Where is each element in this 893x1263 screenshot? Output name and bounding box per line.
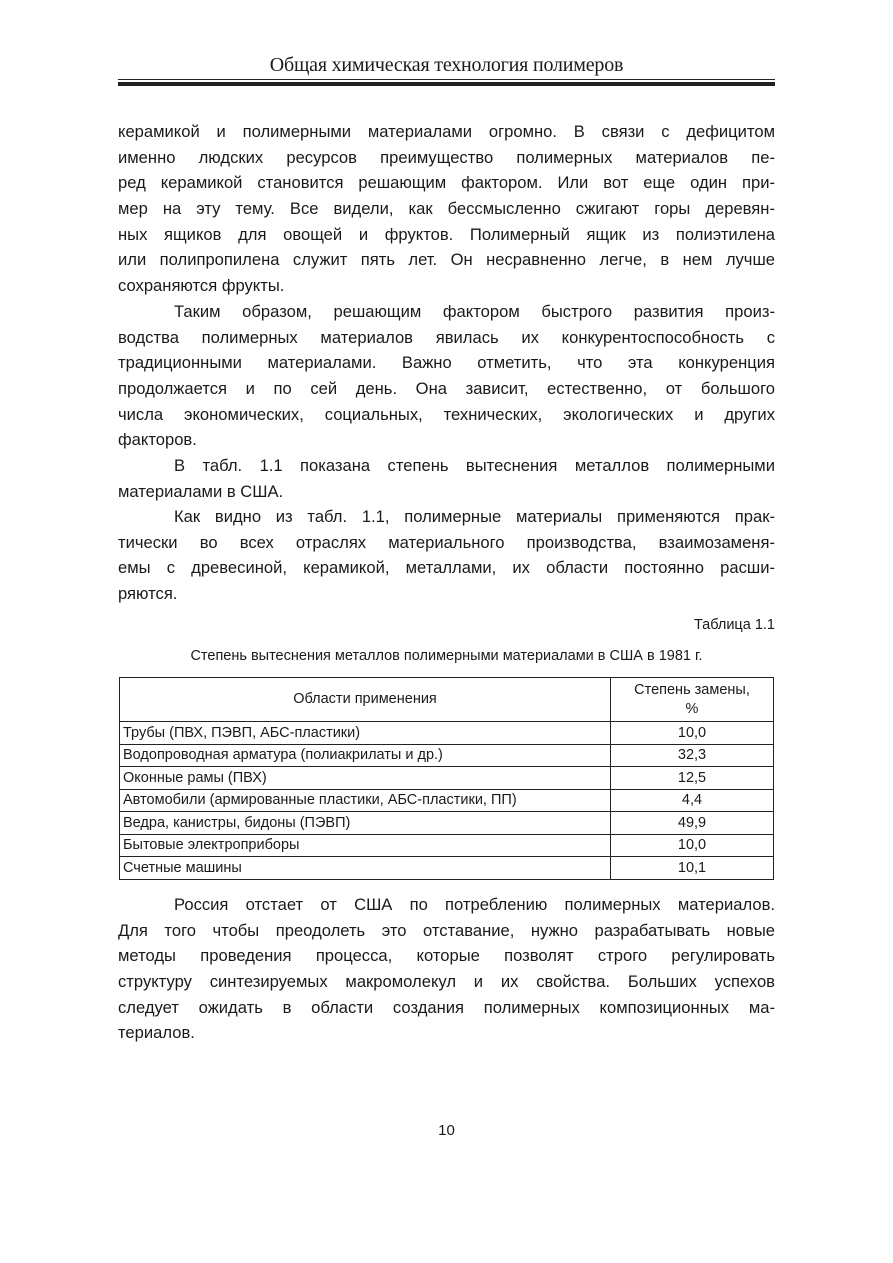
table-row: [120, 789, 774, 812]
table-row: [120, 722, 774, 745]
text-line: Для того чтобы преодолеть это отставание, нужно разрабатывать новые: [118, 920, 775, 940]
text-line: териалов.: [118, 1023, 195, 1043]
header-area: Области применения: [120, 678, 611, 722]
text-line: Таким образом, решающим фактором быстрого развития произ-: [174, 302, 775, 321]
text-line: именно людских ресурсов преимущество полимерных материалов пе-: [118, 147, 775, 167]
table-row: [120, 834, 774, 857]
paragraph-3: [118, 453, 775, 504]
text-line: Как видно из табл. 1.1, полимерные материалы применяются прак-: [174, 507, 775, 526]
table-row: [120, 744, 774, 767]
paragraph-5: [118, 892, 775, 1046]
text-line: факторов.: [118, 430, 197, 450]
data-table: [119, 677, 774, 880]
text-line: ряются.: [118, 584, 178, 604]
cell-percent: 10,1: [611, 857, 774, 880]
text-line: сохраняются фрукты.: [118, 276, 285, 296]
cell-area: Счетные машины: [120, 857, 611, 880]
text-line: материалами в США.: [118, 481, 284, 501]
text-line: ред керамикой становится решающим фактором. Или вот еще один при-: [118, 173, 775, 193]
cell-percent: 49,9: [611, 812, 774, 835]
cell-percent: 12,5: [611, 767, 774, 790]
table-header-row: [120, 678, 774, 722]
header-rule-thin: [118, 79, 775, 80]
text-line: керамикой и полимерными материалами огромно. В связи с дефицитом: [118, 122, 775, 141]
cell-area: Водопроводная арматура (полиакрилаты и др.): [120, 744, 611, 767]
cell-percent: 10,0: [611, 722, 774, 745]
text-line: В табл. 1.1 показана степень вытеснения металлов полимерными: [174, 456, 775, 475]
text-line: структуру синтезируемых макромолекул и их свойства. Больших успехов: [118, 972, 775, 992]
table-row: [120, 857, 774, 880]
text-line: ных ящиков для овощей и фруктов. Полимерный ящик из полиэтилена: [118, 224, 775, 244]
text-line: или полипропилена служит пять лет. Он несравненно легче, в нем лучше: [118, 250, 775, 270]
text-line: емы с древесиной, керамикой, металлами, их области постоянно расши-: [118, 558, 775, 578]
text-line: числа экономических, социальных, технических, экологических и других: [118, 404, 775, 424]
table-caption: Степень вытеснения металлов полимерными материалами в США в 1981 г.: [190, 648, 703, 664]
text-line: мер на эту тему. Все видели, как бессмысленно сжигают горы деревян-: [118, 199, 775, 219]
cell-area: Автомобили (армированные пластики, АБС-пластики, ПП): [120, 789, 611, 812]
text-line: методы проведения процесса, которые позволят строго регулировать: [118, 946, 775, 966]
text-line: продолжается и по сей день. Она зависит, естественно, от большого: [118, 379, 775, 399]
text-line: тически во всех отраслях материального производства, взаимозаменя-: [118, 532, 775, 552]
page-number: 10: [438, 1122, 455, 1139]
paragraph-2: [118, 299, 775, 453]
table-row: [120, 767, 774, 790]
header-replacement-line1: Степень замены,: [634, 681, 750, 698]
cell-area: Оконные рамы (ПВХ): [120, 767, 611, 790]
paragraph-4: [118, 504, 775, 607]
cell-percent: 10,0: [611, 834, 774, 857]
header-replacement: [611, 678, 774, 722]
text-line: водства полимерных материалов явилась их конкурентоспособность с: [118, 327, 775, 347]
cell-area: Трубы (ПВХ, ПЭВП, АБС-пластики): [120, 722, 611, 745]
cell-area: Бытовые электроприборы: [120, 834, 611, 857]
paragraph-1: [118, 119, 775, 299]
header-rule-thick: [118, 82, 775, 86]
cell-percent: 4,4: [611, 789, 774, 812]
table-row: [120, 812, 774, 835]
text-line: традиционными материалами. Важно отметить, что эта конкуренция: [118, 353, 775, 373]
cell-percent: 32,3: [611, 744, 774, 767]
table-number: Таблица 1.1: [693, 617, 775, 633]
text-line: Россия отстает от США по потреблению полимерных материалов.: [174, 895, 775, 914]
text-line: следует ожидать в области создания полимерных композиционных ма-: [118, 997, 775, 1017]
cell-area: Ведра, канистры, бидоны (ПЭВП): [120, 812, 611, 835]
header-replacement-unit: %: [685, 700, 699, 717]
running-header: Общая химическая технология полимеров: [269, 54, 624, 76]
